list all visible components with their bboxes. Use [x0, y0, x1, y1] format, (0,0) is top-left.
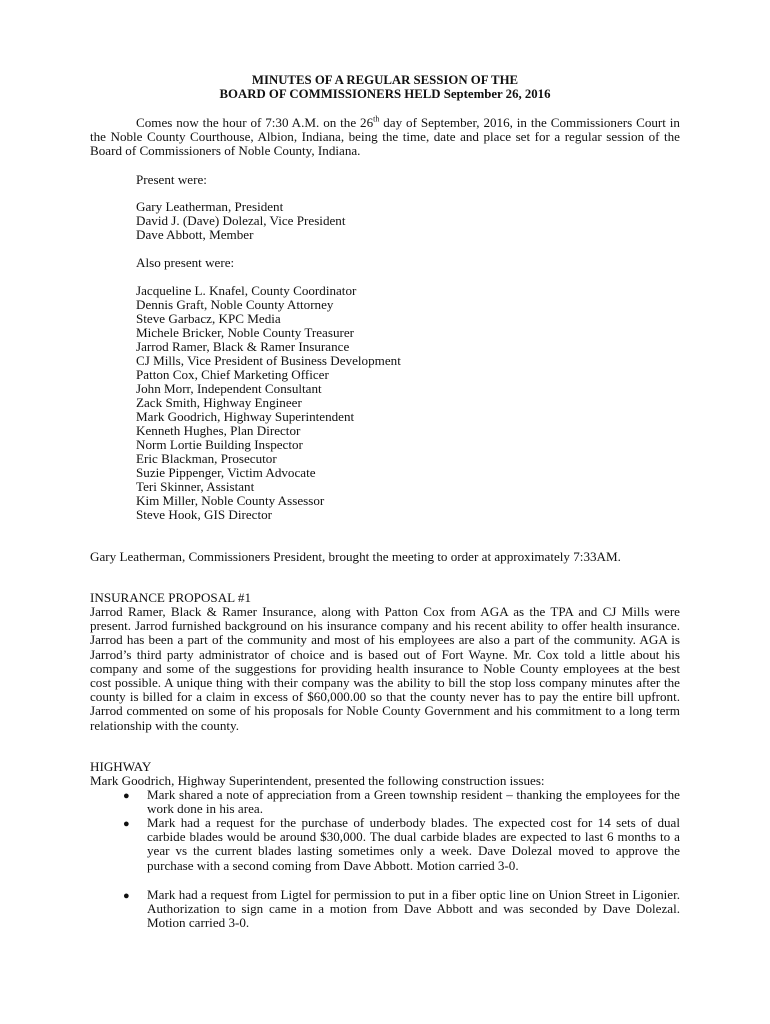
call-to-order: Gary Leatherman, Commissioners President, brought the meeting to order at approximately 7:33AM. — [90, 549, 621, 564]
attendee-item: Dennis Graft, Noble County Attorney — [136, 297, 334, 312]
intro-superscript: th — [373, 114, 380, 124]
attendee-item: Michele Bricker, Noble County Treasurer — [136, 325, 355, 340]
attendee-item: CJ Mills, Vice President of Business Development — [136, 353, 401, 368]
attendee-item: Eric Blackman, Prosecutor — [136, 451, 277, 466]
attendee-item: Patton Cox, Chief Marketing Officer — [136, 367, 329, 382]
highway-heading: HIGHWAY — [90, 759, 152, 774]
attendee-item: Jarrod Ramer, Black & Ramer Insurance — [136, 339, 350, 354]
intro-text-b: day of September, 2016, in the Commissioners Court in the Noble County Courthouse, Albion, Indiana, being the time, date and place set for a regular session of the Board of Commissioners of Noble County, Indiana. — [90, 115, 680, 159]
bullet-icon: ● — [123, 818, 130, 830]
attendee-item: Jacqueline L. Knafel, County Coordinator — [136, 283, 357, 298]
attendee-item: Steve Garbacz, KPC Media — [136, 311, 281, 326]
insurance-heading: INSURANCE PROPOSAL #1 — [90, 590, 252, 605]
title-line-1: MINUTES OF A REGULAR SESSION OF THE — [251, 73, 519, 87]
present-item: David J. (Dave) Dolezal, Vice President — [136, 213, 346, 228]
present-item: Dave Abbott, Member — [136, 227, 254, 242]
intro-text-a: Comes now the hour of 7:30 A.M. on the 26 — [136, 115, 374, 130]
highway-bullet-item: Mark had a request from Ligtel for permission to put in a fiber optic line on Union Street in Ligonier. Authorization to sign came in a motion from Dave Abbott and was seconded by Dave Dolezal. Motion carried 3-0. — [147, 887, 680, 931]
attendee-item: John Morr, Independent Consultant — [136, 381, 322, 396]
attendee-item: Kenneth Hughes, Plan Director — [136, 423, 301, 438]
attendee-item: Kim Miller, Noble County Assessor — [136, 493, 325, 508]
also-present-label: Also present were: — [136, 255, 235, 270]
intro-paragraph — [90, 116, 680, 159]
title-line-2: BOARD OF COMMISSIONERS HELD September 26, 2016 — [219, 87, 551, 101]
attendee-item: Suzie Pippenger, Victim Advocate — [136, 465, 316, 480]
attendee-item: Teri Skinner, Assistant — [136, 479, 255, 494]
highway-intro: Mark Goodrich, Highway Superintendent, presented the following construction issues: — [90, 773, 545, 788]
present-label: Present were: — [136, 172, 207, 187]
bullet-icon: ● — [123, 790, 130, 802]
attendee-item: Zack Smith, Highway Engineer — [136, 395, 302, 410]
attendee-item: Mark Goodrich, Highway Superintendent — [136, 409, 355, 424]
attendee-item: Steve Hook, GIS Director — [136, 507, 273, 522]
highway-bullet-item: Mark had a request for the purchase of underbody blades. The expected cost for 14 sets of dual carbide blades would be around $30,000. The dual carbide blades are expected to last 6 months to a year vs the current blades lasting sometimes only a week. Dave Dolezal moved to approve the purchase with a second coming from Dave Abbott. Motion carried 3-0. — [147, 815, 680, 873]
present-item: Gary Leatherman, President — [136, 199, 284, 214]
highway-bullet-item: Mark shared a note of appreciation from a Green township resident – thanking the employees for the work done in his area. — [147, 787, 680, 817]
bullet-icon: ● — [123, 890, 130, 902]
insurance-body: Jarrod Ramer, Black & Ramer Insurance, along with Patton Cox from AGA as the TPA and CJ Mills were present. Jarrod furnished background on his insurance company and his recent ability to offer health insurance. Jarrod has been a part of the community and most of his employees are also a part of the community. AGA is Jarrod’s third party administrator of choice and is based out of Fort Wayne. Mr. Cox told a little about his company and some of the suggestions for providing health insurance to Noble County employees at the best cost possible. A unique thing with their company was the ability to bill the stop loss company minutes after the county is billed for a claim in excess of $60,000.00 so that the county never has to pay the entire bill upfront. Jarrod commented on some of his proposals for Noble County Government and his commitment to a long term relationship with the county. — [90, 604, 680, 733]
attendee-item: Norm Lortie Building Inspector — [136, 437, 303, 452]
